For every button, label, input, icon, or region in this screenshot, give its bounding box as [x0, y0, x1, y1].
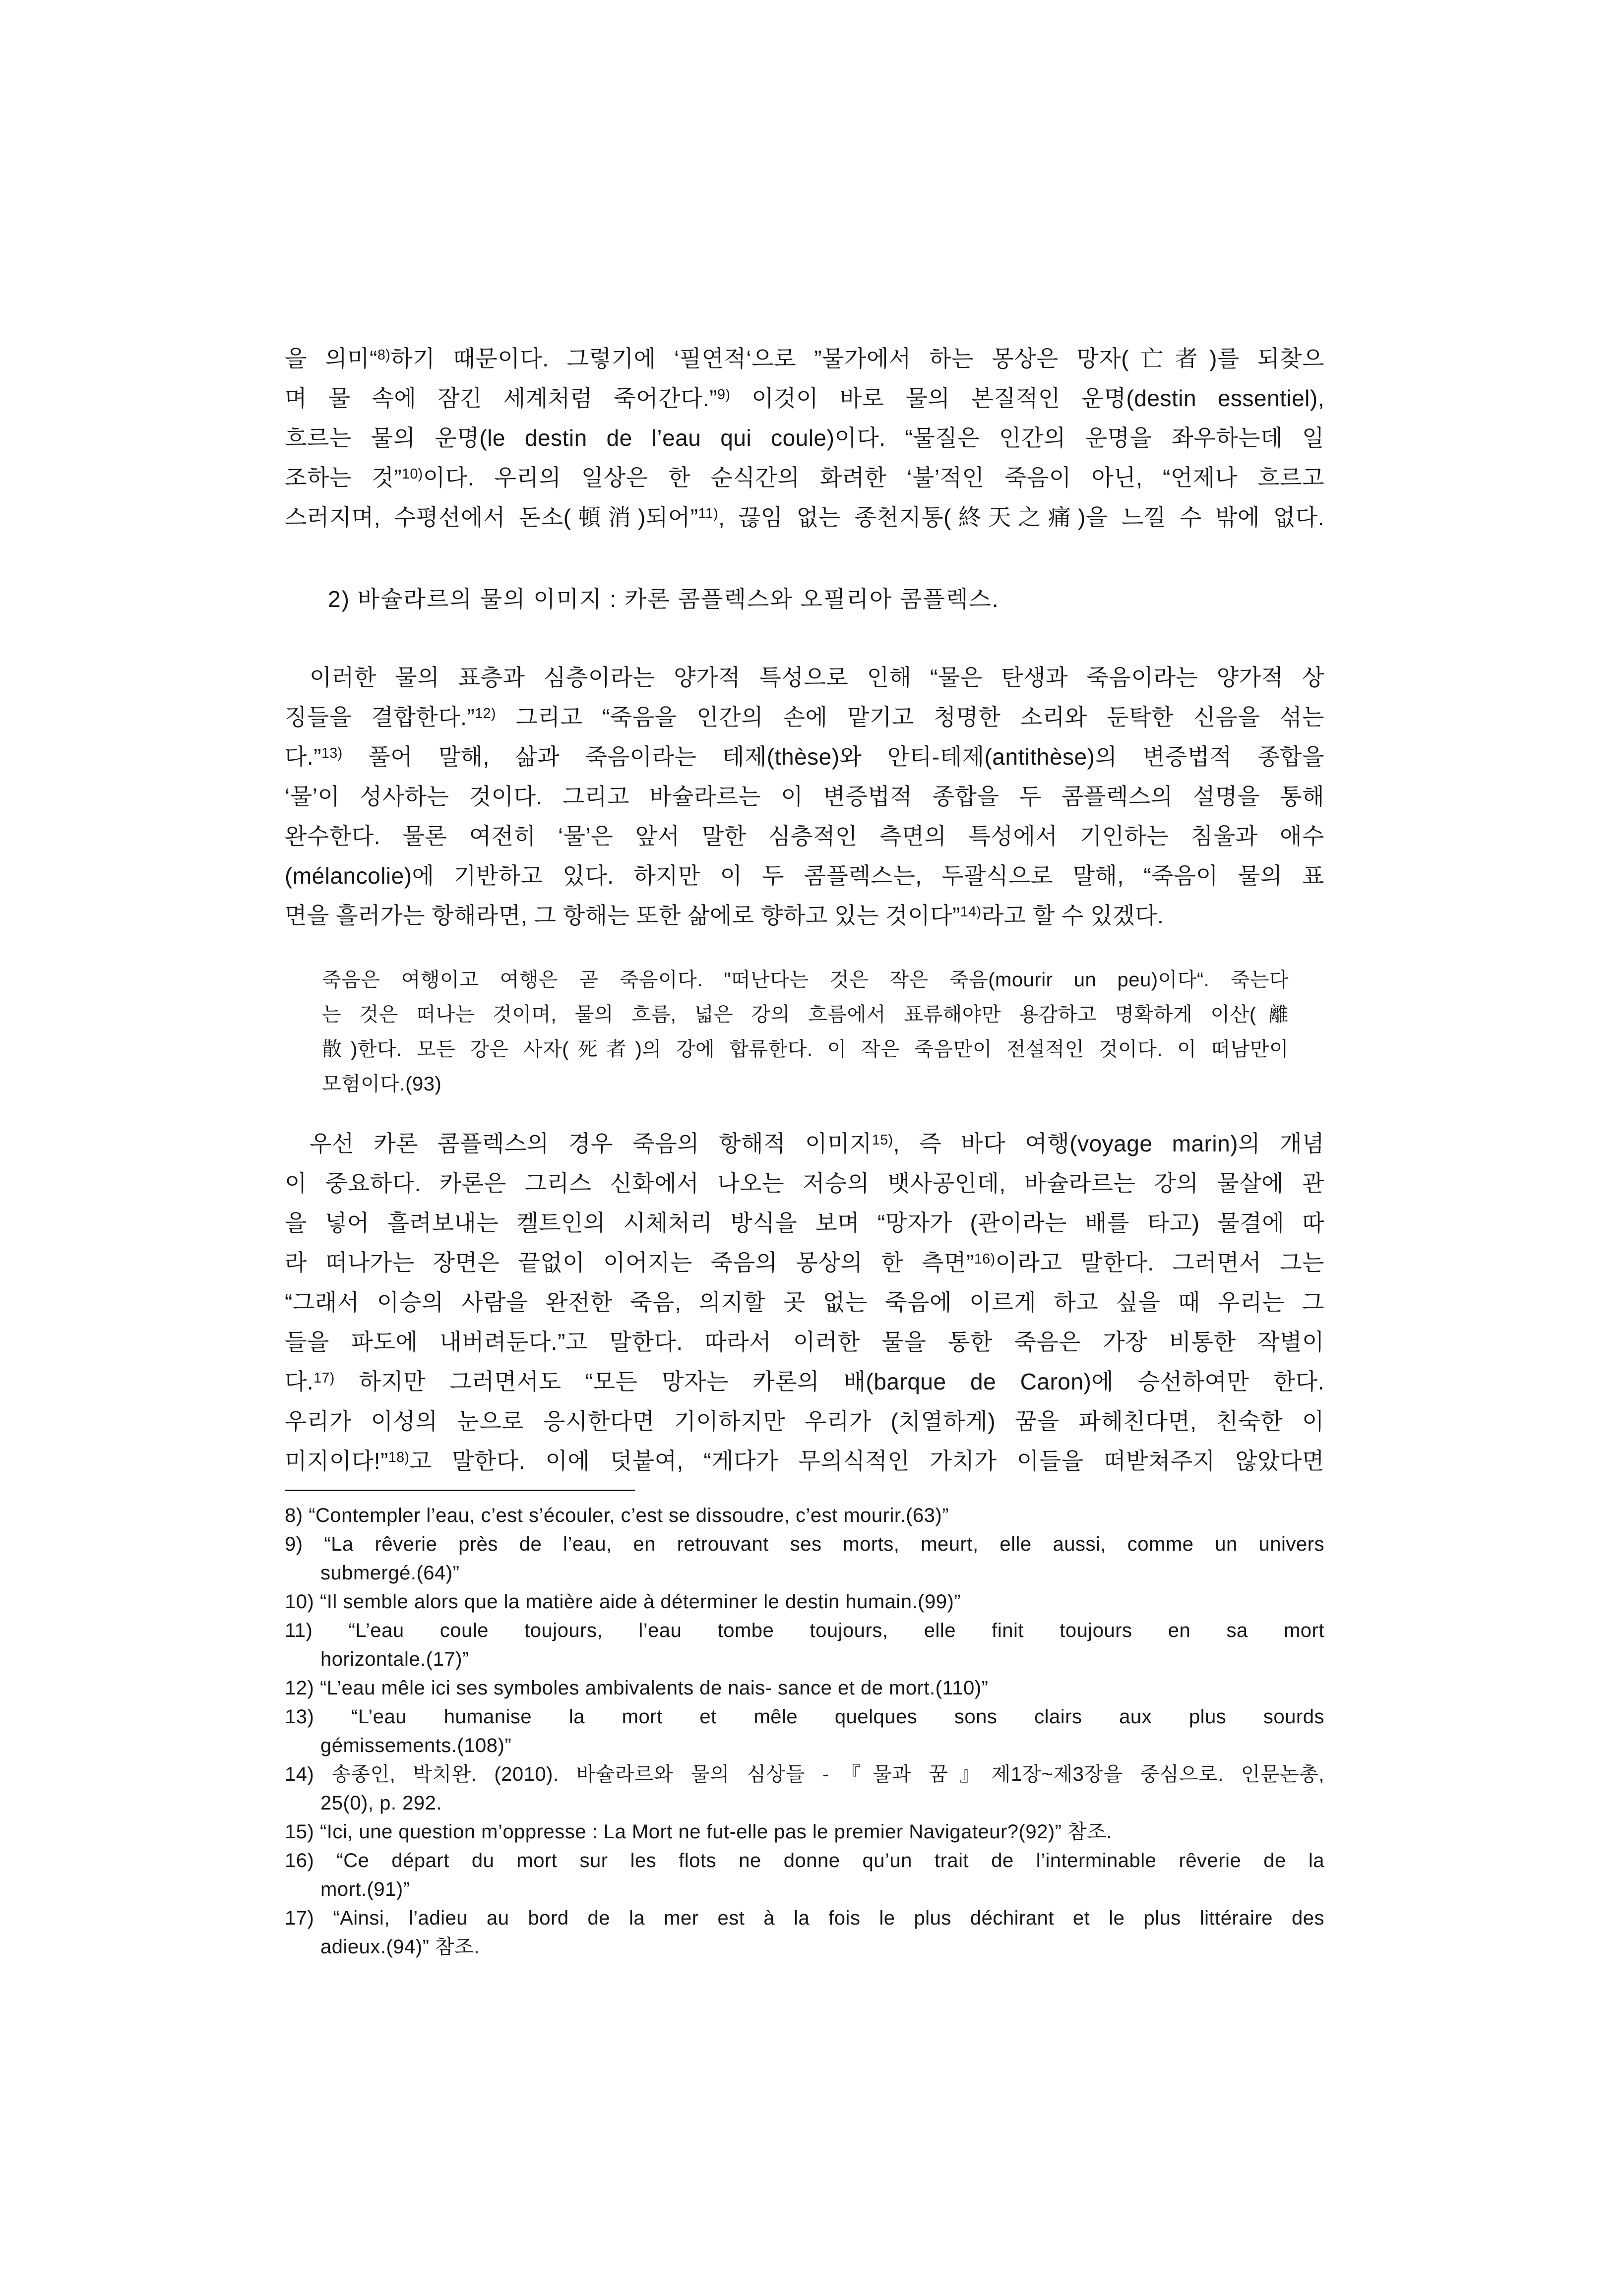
body-paragraph-2	[285, 658, 1324, 935]
footnote-reference: 13)	[321, 745, 343, 761]
text-line	[285, 697, 1324, 737]
footnote-text: submergé.(64)”	[320, 1562, 460, 1584]
footnote-text: adieux.(94)” 참조.	[320, 1936, 480, 1958]
footnote-text: horizontale.(17)”	[320, 1648, 469, 1670]
text-line	[285, 777, 1324, 816]
footnote-13	[285, 1702, 1324, 1760]
footnote-text: “Il semble alors que la matière aide à déterminer le destin humain.(99)”	[319, 1591, 961, 1613]
footnote-text: “Ainsi, l’adieu au bord de la mer est à la fois le plus déchirant et le plus littéraire des	[333, 1907, 1324, 1929]
footnote-text: mort.(91)”	[320, 1878, 410, 1900]
footnote-line	[285, 1789, 1324, 1817]
footnote-number: 9)	[285, 1533, 303, 1555]
text-line	[285, 1282, 1324, 1322]
footnote-number: 10)	[285, 1591, 314, 1613]
footnote-text: “L’eau humanise la mort et mêle quelques sons clairs aux plus sourds	[351, 1706, 1324, 1728]
text-run: 모험이다.(93)	[322, 1073, 442, 1095]
text-run: 풀어 말해, 삶과 죽음이라는 테제(thèse)와 안티-테제(antithèse)의 변증법적 종합을	[342, 744, 1324, 770]
footnote-11	[285, 1616, 1324, 1674]
text-line	[285, 458, 1324, 497]
footnote-16	[285, 1846, 1324, 1904]
text-line	[322, 1032, 1289, 1067]
footnote-reference: 8)	[377, 347, 391, 363]
footnote-reference: 11)	[698, 505, 719, 522]
footnote-reference: 10)	[402, 466, 423, 482]
text-run: 흐르는 물의 운명(le destin de l’eau qui coule)이다. “물질은 인간의 운명을 좌우하는데 일	[285, 425, 1324, 451]
text-line	[322, 997, 1289, 1032]
text-run: 을 의미“	[285, 346, 377, 371]
footnote-8	[285, 1501, 1324, 1530]
text-run: 하기 때문이다. 그렇기에 ‘필연적‘으로 ”물가에서 하는 몽상은 망자(亡者)를 되찾으	[390, 346, 1324, 371]
footnote-line	[285, 1904, 1324, 1933]
text-run: 조하는 것”	[285, 465, 402, 490]
footnote-number: 11)	[285, 1620, 313, 1641]
footnote-10	[285, 1587, 1324, 1616]
text-run: 이 중요하다. 카론은 그리스 신화에서 나오는 저승의 뱃사공인데, 바슐라르는 강의 물살에 관	[285, 1170, 1324, 1196]
footnote-line	[285, 1875, 1324, 1904]
text-run: 을 넣어 흘려보내는 켈트인의 시체처리 방식을 보며 “망자가 (관이라는 배를 타고) 물결에 따	[285, 1210, 1324, 1236]
footnote-number: 12)	[285, 1677, 314, 1699]
footnote-number: 17)	[285, 1907, 314, 1929]
text-run: 면을 흘러가는 항해라면, 그 항해는 또한 삶에로 향하고 있는 것이다”	[285, 903, 960, 928]
footnote-text: 송종인, 박치완. (2010). 바슐라르와 물의 심상들 -『물과 꿈』제1장~제3장을 중심으로. 인문논총,	[331, 1763, 1324, 1785]
footnote-14	[285, 1760, 1324, 1817]
footnote-text: “L’eau coule toujours, l’eau tombe toujours, elle finit toujours en sa mort	[348, 1620, 1324, 1641]
text-run: 하지만 그러면서도 “모든 망자는 카론의 배(barque de Caron)에 승선하여만 한다.	[334, 1369, 1324, 1394]
text-line	[285, 497, 1324, 537]
footnote-line	[285, 1702, 1324, 1731]
text-run: 이것이 바로 물의 본질적인 운명(destin essentiel),	[730, 385, 1324, 411]
text-run: 스러지며, 수평선에서 돈소(頓消)되어”	[285, 504, 698, 530]
footnote-line	[285, 1674, 1324, 1702]
footnote-12	[285, 1674, 1324, 1702]
footnote-number: 15)	[285, 1821, 314, 1843]
text-line	[285, 339, 1324, 378]
footnote-number: 16)	[285, 1850, 314, 1872]
footnote-line	[285, 1933, 1324, 1961]
text-line	[285, 1441, 1324, 1481]
footnote-9	[285, 1530, 1324, 1587]
text-run: 우리가 이성의 눈으로 응시한다면 기이하지만 우리가 (치열하게) 꿈을 파헤친다면, 친숙한 이	[285, 1408, 1324, 1434]
text-line	[285, 856, 1324, 896]
text-line	[285, 1362, 1324, 1401]
text-run: 우선 카론 콤플렉스의 경우 죽음의 항해적 이미지	[310, 1131, 872, 1156]
body-paragraph-continued	[285, 339, 1324, 537]
text-run: 다.	[285, 1369, 314, 1394]
footnote-text: “La rêverie près de l’eau, en retrouvant ses morts, meurt, elle aussi, comme un univers	[324, 1533, 1324, 1555]
footnote-number: 14)	[285, 1763, 314, 1785]
text-run: 그리고 “죽음을 인간의 손에 맡기고 청명한 소리와 둔탁한 신음을 섞는	[496, 704, 1324, 730]
footnote-reference: 17)	[313, 1370, 335, 1386]
text-run: 라고 할 수 있겠다.	[981, 903, 1164, 928]
text-line	[285, 737, 1324, 777]
text-run: 완수한다. 물론 여전히 ‘물’은 앞서 말한 심층적인 측면의 특성에서 기인하는 침울과 애수	[285, 823, 1324, 849]
footnote-line	[285, 1559, 1324, 1587]
text-run: 죽음은 여행이고 여행은 곧 죽음이다. "떠난다는 것은 작은 죽음(mourir un peu)이다“. 죽는다	[322, 969, 1289, 991]
footnote-text: “Ici, une question m’oppresse : La Mort ne fut-elle pas le premier Navigateur?(92)” 참조.	[319, 1821, 1112, 1843]
footnote-15	[285, 1817, 1324, 1846]
footnote-text: gémissements.(108)”	[320, 1735, 512, 1756]
footnote-17	[285, 1904, 1324, 1961]
text-line	[285, 896, 1324, 935]
text-run: 이러한 물의 표층과 심층이라는 양가적 특성으로 인해 “물은 탄생과 죽음이라는 양가적 상	[310, 665, 1324, 690]
text-line	[285, 1124, 1324, 1163]
footnote-reference: 18)	[388, 1449, 410, 1465]
footnote-text: “L’eau mêle ici ses symboles ambivalents de nais- sance et de mort.(110)”	[319, 1677, 989, 1699]
text-line	[285, 1163, 1324, 1203]
text-run: 는 것은 떠나는 것이며, 물의 흐름, 넓은 강의 흐름에서 표류해야만 용감하고 명확하게 이산(離	[322, 1004, 1289, 1026]
footnote-number: 8)	[285, 1505, 303, 1526]
text-run: , 끊임 없는 종천지통(終天之痛)을 느낄 수 밖에 없다.	[718, 504, 1324, 530]
body-paragraph-3	[285, 1124, 1324, 1481]
footnote-reference: 9)	[717, 386, 731, 403]
footnote-reference: 16)	[974, 1251, 996, 1267]
text-run: 징들을 결합한다.”	[285, 704, 475, 730]
text-run: 며 물 속에 잠긴 세계처럼 죽어간다.”	[285, 385, 718, 411]
footnote-number: 13)	[285, 1706, 314, 1728]
footnote-line	[285, 1731, 1324, 1760]
footnote-reference: 14)	[960, 904, 982, 920]
text-line	[285, 658, 1324, 697]
footnotes	[285, 1501, 1324, 1961]
text-run: 라 떠나가는 장면은 끝없이 이어지는 죽음의 몽상의 한 측면”	[285, 1250, 974, 1275]
text-run: 고 말한다. 이에 덧붙여, “게다가 무의식적인 가치가 이들을 떠받쳐주지 않았다면	[409, 1448, 1324, 1474]
text-line	[285, 378, 1324, 418]
footnote-text: “Ce départ du mort sur les flots ne donne qu’un trait de l’interminable rêverie de la	[336, 1850, 1324, 1872]
footnote-reference: 15)	[872, 1132, 893, 1148]
footnote-line	[285, 1846, 1324, 1875]
text-line	[285, 1401, 1324, 1441]
text-run: ‘물’이 성사하는 것이다. 그리고 바슐라르는 이 변증법적 종합을 두 콤플렉스의 설명을 통해	[285, 784, 1324, 809]
text-line	[285, 418, 1324, 458]
footnote-separator	[285, 1490, 635, 1491]
footnote-line	[285, 1530, 1324, 1559]
text-run: 미지이다!”	[285, 1448, 388, 1474]
footnote-line	[285, 1760, 1324, 1789]
block-quote	[322, 963, 1289, 1101]
footnote-line	[285, 1817, 1324, 1846]
section-heading	[328, 579, 1324, 619]
text-line	[285, 1243, 1324, 1282]
footnote-line	[285, 1645, 1324, 1674]
footnote-line	[285, 1616, 1324, 1645]
footnote-line	[285, 1501, 1324, 1530]
text-run: 散)한다. 모든 강은 사자(死者)의 강에 합류한다. 이 작은 죽음만이 전설적인 것이다. 이 떠남만이	[322, 1038, 1289, 1060]
text-line	[328, 579, 1324, 619]
text-run: (mélancolie)에 기반하고 있다. 하지만 이 두 콤플렉스는, 두괄식으로 말해, “죽음이 물의 표	[285, 863, 1324, 889]
text-run: 이다. 우리의 일상은 한 순식간의 화려한 ‘불’적인 죽음이 아닌, “언제나 흐르고	[423, 465, 1324, 490]
footnote-reference: 12)	[475, 705, 496, 722]
text-run: 들을 파도에 내버려둔다.”고 말한다. 따라서 이러한 물을 통한 죽음은 가장 비통한 작별이	[285, 1329, 1324, 1355]
text-line	[285, 1322, 1324, 1362]
text-run: 2) 바슐라르의 물의 이미지 : 카론 콤플렉스와 오필리아 콤플렉스.	[328, 586, 999, 612]
text-line	[285, 1203, 1324, 1243]
footnote-text: “Contempler l’eau, c’est s’écouler, c’est se dissoudre, c’est mourir.(63)”	[309, 1505, 949, 1526]
text-line	[285, 816, 1324, 856]
text-line	[322, 963, 1289, 997]
text-run: 다.”	[285, 744, 322, 770]
text-run: 이라고 말한다. 그러면서 그는	[995, 1250, 1324, 1275]
text-line	[322, 1067, 1289, 1101]
footnote-line	[285, 1587, 1324, 1616]
text-run: “그래서 이승의 사람을 완전한 죽음, 의지할 곳 없는 죽음에 이르게 하고 싶을 때 우리는 그	[285, 1289, 1324, 1315]
text-run: , 즉 바다 여행(voyage marin)의 개념	[893, 1131, 1324, 1156]
footnote-text: 25(0), p. 292.	[320, 1792, 442, 1814]
